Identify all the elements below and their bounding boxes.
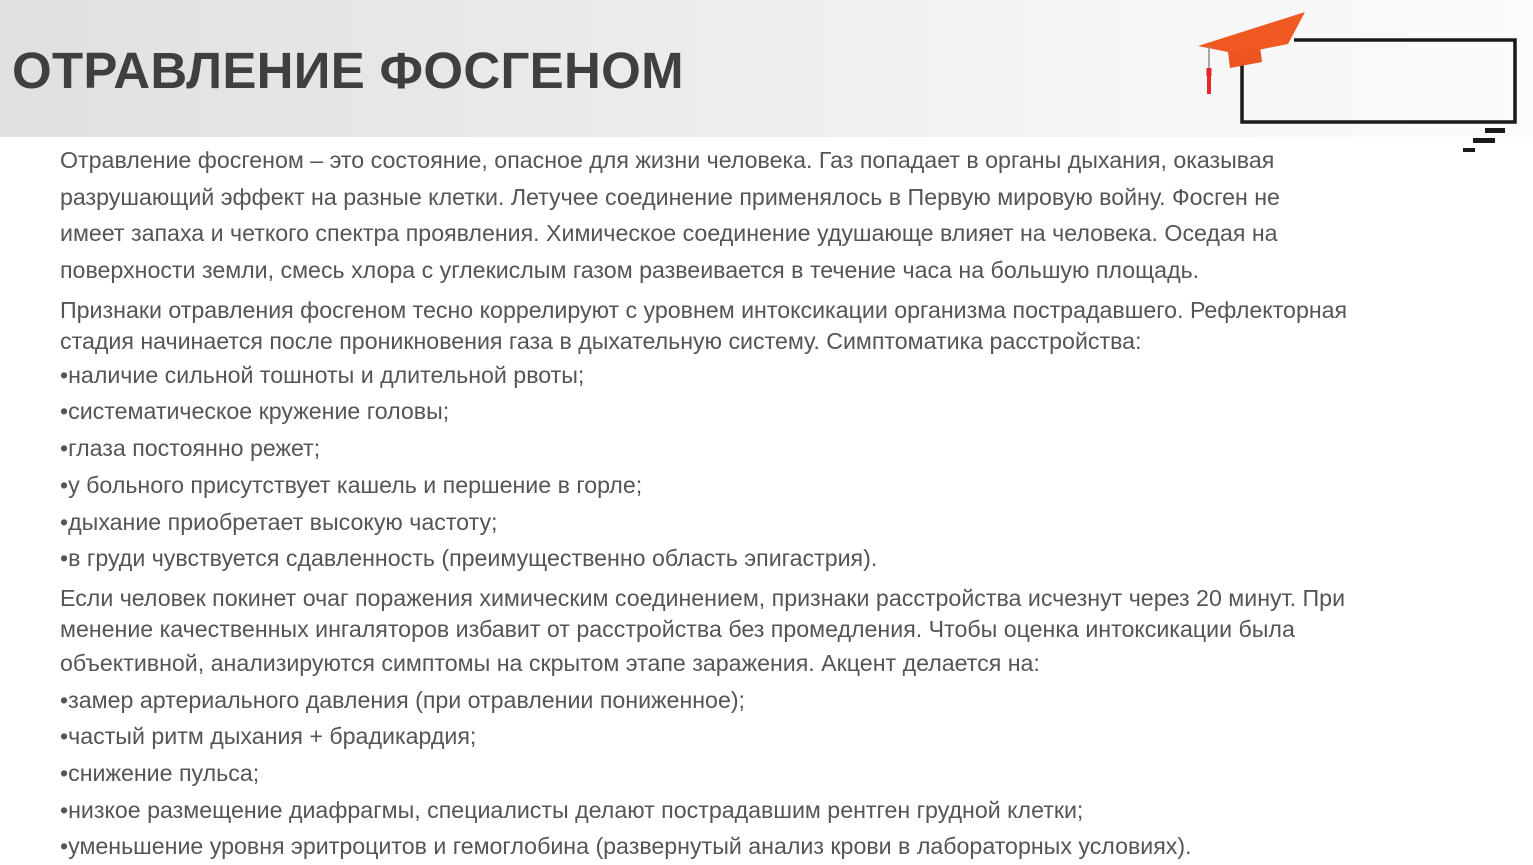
list-item: •низкое размещение диафрагмы, специалисты делают пострадавшим рентген грудной клетки; bbox=[60, 796, 1084, 823]
list-item: •глаза постоянно режет; bbox=[60, 435, 321, 462]
tassel bbox=[1207, 76, 1211, 94]
list-item: •замер артериального давления (при отравлении пониженное); bbox=[60, 686, 746, 713]
list-item: •уменьшение уровня эритроцитов и гемоглобина (развернутый анализ крови в лабораторных условиях). bbox=[60, 833, 1192, 860]
paragraph-line: менение качественных ингаляторов избавит от расстройства без промедления. Чтобы оценка интоксикации была bbox=[60, 615, 1295, 642]
list-item: •наличие сильной тошноты и длительной рвоты; bbox=[60, 361, 585, 388]
body-text bbox=[60, 142, 1500, 865]
list-item: •у больного присутствует кашель и першение в горле; bbox=[60, 471, 643, 498]
list-item: •дыхание приобретает высокую частоту; bbox=[60, 508, 498, 535]
paragraph-line: объективной, анализируются симптомы на скрытом этапе заражения. Акцент делается на: bbox=[60, 649, 1040, 676]
paragraph-line: Отравление фосгеном – это состояние, опасное для жизни человека. Газ попадает в органы дыхания, оказывая bbox=[60, 147, 1275, 173]
list-item: •снижение пульса; bbox=[60, 759, 260, 786]
list-item: •систематическое кружение головы; bbox=[60, 398, 450, 425]
paragraph-line: Признаки отравления фосгеном тесно коррелируют с уровнем интоксикации организма пострадавшего. Рефлекторная bbox=[60, 296, 1348, 323]
logo-step-bar bbox=[1485, 128, 1505, 133]
paragraph-line: поверхности земли, смесь хлора с углекислым газом развеивается в течение часа на большую площадь. bbox=[60, 257, 1200, 284]
slide-title: ОТРАВЛЕНИЕ ФОСГЕНОМ bbox=[12, 42, 684, 99]
list-item: •в груди чувствуется сдавленность (преимущественно область эпигастрия). bbox=[60, 545, 878, 572]
paragraph-line: имеет запаха и четкого спектра проявления. Химическое соединение удушающе влияет на человека. Оседая на bbox=[60, 220, 1278, 247]
paragraph-line: разрушающий эффект на разные клетки. Летучее соединение применялось в Первую мировую войну. Фосген не bbox=[60, 183, 1280, 210]
logo-frame-outline bbox=[1242, 40, 1515, 122]
paragraph-line: Если человек покинет очаг поражения химическим соединением, признаки расстройства исчезнут через 20 минут. При bbox=[60, 584, 1346, 611]
graduation-cap-icon bbox=[1190, 8, 1533, 158]
list-item: •частый ритм дыхания + брадикардия; bbox=[60, 723, 477, 750]
tassel-knot bbox=[1207, 68, 1212, 76]
paragraph-line: стадия начинается после проникновения газа в дыхательную систему. Симптоматика расстройства: bbox=[60, 327, 1142, 354]
